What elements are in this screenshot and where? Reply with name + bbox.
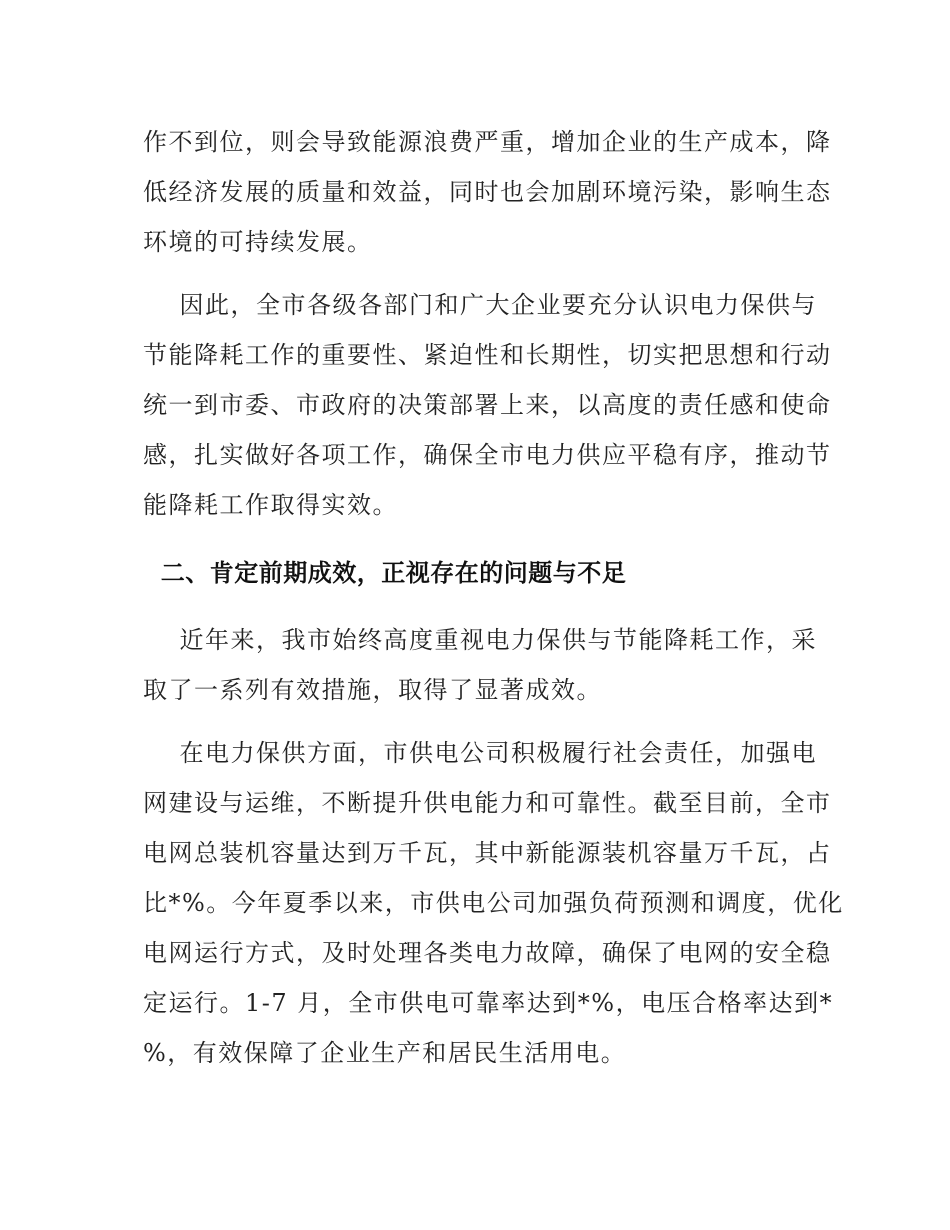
- text-line: 节能降耗工作的重要性、紧迫性和长期性，切实把思想和行动: [143, 341, 832, 369]
- text-line: 取了一系列有效措施，取得了显著成效。: [143, 676, 602, 704]
- text-line: 因此，全市各级各部门和广大企业要充分认识电力保供与: [143, 291, 818, 319]
- text-line: 定运行。1-7 月，全市供电可靠率达到*%，电压合格率达到*: [143, 989, 834, 1017]
- text-line: 网建设与运维，不断提升供电能力和可靠性。截至目前，全市: [143, 789, 832, 817]
- text-line: 作不到位，则会导致能源浪费严重，增加企业的生产成本，降: [143, 128, 832, 156]
- section-heading: 二、肯定前期成效，正视存在的问题与不足: [143, 559, 627, 587]
- text-line: 近年来，我市始终高度重视电力保供与节能降耗工作，采: [143, 626, 818, 654]
- text-line: 统一到市委、市政府的决策部署上来，以高度的责任感和使命: [143, 391, 832, 419]
- text-line: 比*%。今年夏季以来，市供电公司加强负荷预测和调度，优化: [143, 889, 844, 917]
- text-line: 低经济发展的质量和效益，同时也会加剧环境污染，影响生态: [143, 178, 832, 206]
- text-line: 电网运行方式，及时处理各类电力故障，确保了电网的安全稳: [143, 939, 832, 967]
- text-line: 能降耗工作取得实效。: [143, 491, 398, 519]
- text-line: 环境的可持续发展。: [143, 228, 373, 256]
- text-line: 在电力保供方面，市供电公司积极履行社会责任，加强电: [143, 739, 818, 767]
- text-line: 电网总装机容量达到万千瓦，其中新能源装机容量万千瓦，占: [143, 839, 832, 867]
- text-line: %，有效保障了企业生产和居民生活用电。: [143, 1039, 627, 1067]
- text-line: 感，扎实做好各项工作，确保全市电力供应平稳有序，推动节: [143, 441, 832, 469]
